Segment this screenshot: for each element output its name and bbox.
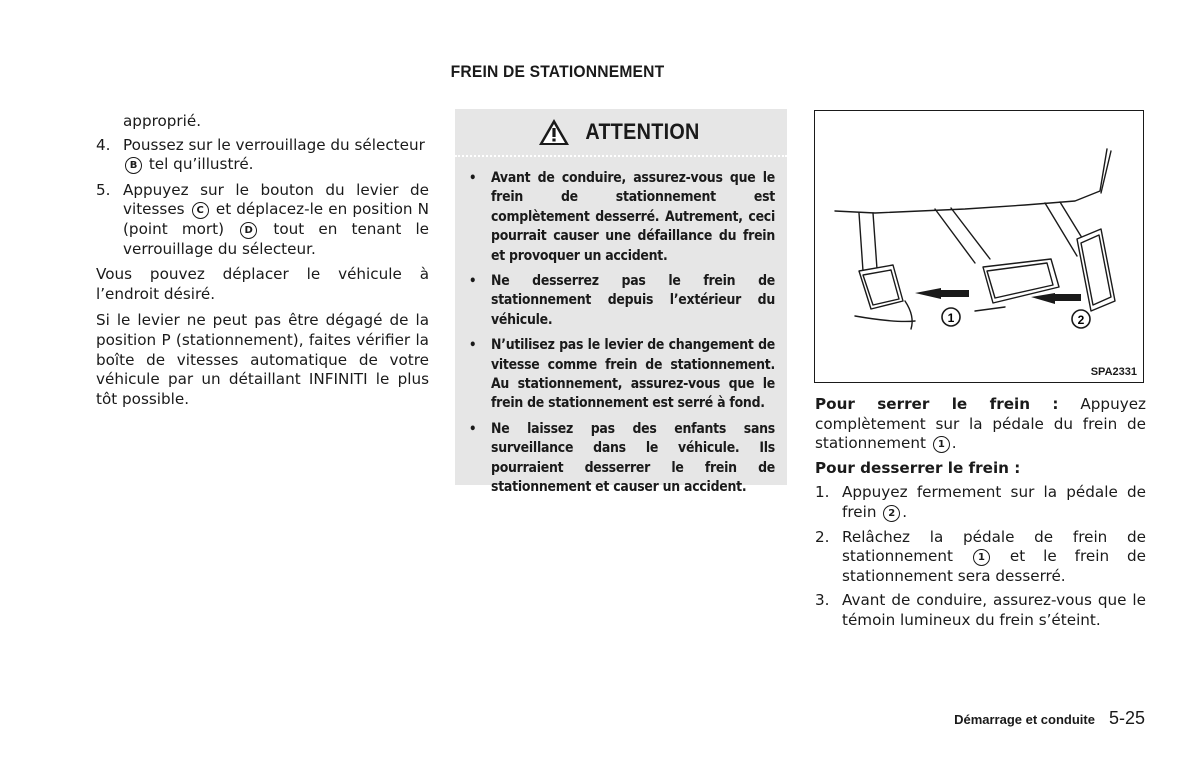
step-4 [96, 136, 429, 175]
page-number: 5-25 [1108, 708, 1145, 728]
callout-2: 2 [1077, 313, 1085, 327]
callout-badge: C [192, 202, 209, 219]
callout-badge: 2 [883, 505, 900, 522]
bullet: • [469, 274, 477, 290]
release-label: Pour desserrer le frein : [815, 458, 1021, 477]
apply-paragraph [815, 395, 1146, 454]
step-text-part: Appuyez sur le bouton du levier de vitesses [123, 180, 429, 219]
step-number: 3. [815, 591, 830, 610]
callout-badge: 1 [933, 436, 950, 453]
step-text [123, 136, 429, 175]
warning-text: Avant de conduire, assurez-vous que le frein de stationnement est complètement desserré. Autrement, ceci pourrait causer une défaillance du frein et provoquer un accident. [491, 170, 775, 264]
step-number: 1. [815, 483, 830, 502]
warning-text: Ne desserrez pas le frein de stationnement depuis l’extérieur du véhicule. [491, 273, 775, 328]
left-column [96, 112, 429, 416]
apply-text: Appuyez complètement sur la pédale du frein de stationnement [815, 395, 1147, 453]
warning-item [469, 420, 775, 498]
bullet: • [469, 421, 477, 437]
parking-brake-pedal-drawing [815, 111, 1143, 382]
callout-badge: B [125, 157, 142, 174]
paragraph: Vous pouvez déplacer le véhicule à l’endroit désiré. [96, 265, 429, 303]
step-text-part: tel qu’illustré. [148, 155, 254, 174]
page-footer [954, 708, 1145, 729]
step-number: 2. [815, 527, 830, 546]
continued-text: approprié. [123, 112, 202, 130]
release-step-1 [815, 483, 1146, 522]
page-title: FREIN DE STATIONNEMENT [450, 62, 665, 81]
section-name: Démarrage et conduite [954, 712, 1095, 727]
apply-label: Pour serrer le frein : [815, 395, 1059, 413]
attention-header [455, 109, 787, 157]
bullet: • [469, 171, 477, 186]
callout-badge: 1 [973, 549, 990, 566]
attention-box [455, 109, 787, 496]
step-text-part: et déplacez-le en position N (point mort) [123, 200, 429, 238]
attention-title: ATTENTION [584, 119, 700, 144]
step-text-part: et le frein de stationnement sera desserré. [842, 547, 1147, 585]
warning-item [469, 272, 775, 330]
figure-code: SPA2331 [1090, 366, 1137, 378]
callout-badge: D [240, 222, 257, 239]
warning-list [455, 157, 787, 498]
warning-item [469, 169, 775, 266]
step-text: Avant de conduire, assurez-vous que le témoin lumineux du frein s’éteint. [842, 591, 1146, 629]
step-5 [96, 181, 429, 259]
step-text-part: tout en tenant le verrouillage du sélecteur. [123, 219, 430, 258]
apply-end: . [951, 434, 957, 453]
step-text-part: . [902, 502, 908, 521]
step-text-part: Relâchez la pédale de frein de stationnement [842, 527, 1146, 566]
step-number: 4. [96, 135, 111, 154]
step-text-part: Poussez sur le verrouillage du sélecteur [123, 135, 425, 154]
warning-text: Ne laissez pas des enfants sans surveillance dans le véhicule. Ils pourraient desserrer le frein de stationnement et causer un accident. [491, 420, 775, 496]
release-step-2 [815, 528, 1146, 587]
warning-triangle-icon [537, 117, 571, 147]
release-step-3 [815, 591, 1146, 630]
step-text-part: Appuyez fermement sur la pédale de frein [842, 483, 1146, 521]
release-label-paragraph [815, 459, 1146, 479]
step-number: 5. [96, 180, 111, 199]
pedal-illustration [814, 110, 1144, 383]
step-text [123, 181, 429, 259]
bullet: • [469, 338, 477, 354]
paragraph: Si le levier ne peut pas être dégagé de la position P (stationnement), faites vérifier la boîte de vitesses automatique de votre véhicule par un détaillant INFINITI le plus tôt possible. [96, 311, 429, 408]
right-column [815, 395, 1146, 636]
warning-text: N’utilisez pas le levier de changement de vitesse comme frein de stationnement. Au stationnement, assurez-vous que le frein de stationnement est serré à fond. [491, 337, 775, 412]
step-text [842, 528, 1146, 587]
step-text [842, 483, 1146, 522]
callout-1: 1 [947, 311, 955, 325]
warning-item [469, 336, 775, 414]
